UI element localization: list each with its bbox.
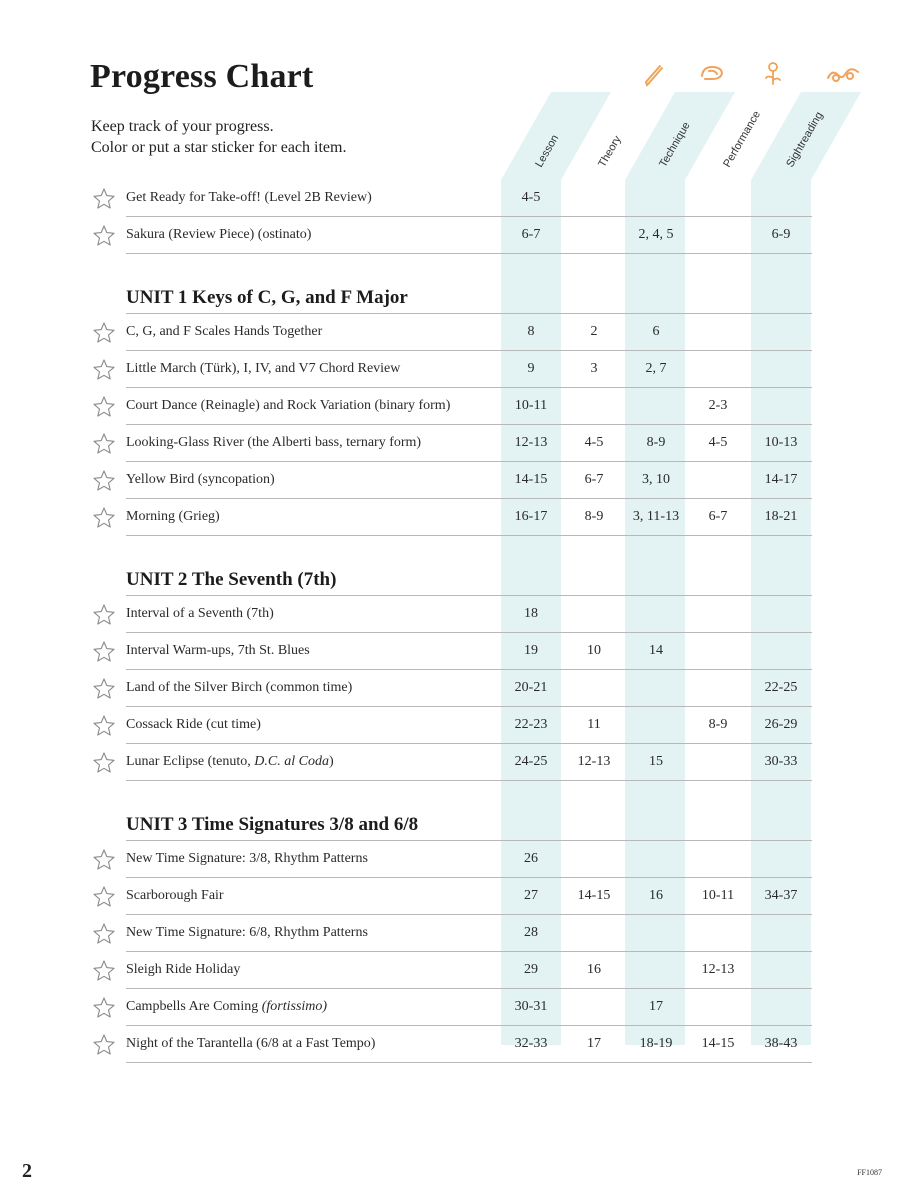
page-cell-theory: 10	[587, 643, 601, 658]
item-name: Court Dance (Reinagle) and Rock Variation (binary form)	[126, 398, 451, 413]
star-icon[interactable]	[92, 751, 116, 775]
star-icon[interactable]	[92, 603, 116, 627]
page-cell-performance	[687, 351, 749, 387]
page-cell-lesson: 20-21	[514, 680, 548, 695]
table-row	[90, 707, 812, 744]
table-row	[90, 217, 812, 254]
page-cell-technique: 6	[652, 324, 660, 339]
item-name: Scarborough Fair	[126, 888, 224, 903]
page-title: Progress Chart	[90, 58, 314, 95]
intro-line-2: Color or put a star sticker for each item.	[91, 139, 347, 156]
page-cell-technique	[625, 952, 687, 988]
star-icon[interactable]	[92, 848, 116, 872]
intro-line-1: Keep track of your progress.	[91, 118, 274, 135]
page-cell-technique: 15	[649, 754, 663, 769]
page-cell-lesson: 4-5	[521, 190, 541, 205]
column-headers	[0, 0, 900, 190]
rule-line	[126, 535, 812, 536]
page-cell-performance: 6-7	[708, 509, 728, 524]
item-name: New Time Signature: 3/8, Rhythm Patterns	[126, 851, 368, 866]
table-row	[90, 596, 812, 633]
star-icon[interactable]	[92, 714, 116, 738]
page-cell-performance	[687, 596, 749, 632]
star-icon[interactable]	[92, 358, 116, 382]
page-cell-technique: 17	[649, 999, 663, 1014]
hand-icon	[697, 58, 727, 88]
page-cell-theory	[563, 388, 625, 424]
item-name: Campbells Are Coming (fortissimo)	[126, 999, 328, 1014]
table-row	[90, 462, 812, 499]
page-cell-technique	[625, 915, 687, 951]
page-cell-technique: 16	[649, 888, 663, 903]
page-cell-theory: 4-5	[584, 435, 604, 450]
page-cell-sightreading: 30-33	[764, 754, 798, 769]
page-cell-lesson: 18	[524, 606, 538, 621]
page-cell-theory	[563, 596, 625, 632]
star-icon[interactable]	[92, 224, 116, 248]
page-cell-theory: 12-13	[577, 754, 611, 769]
table-row	[90, 841, 812, 878]
table-row	[90, 878, 812, 915]
page-cell-theory: 14-15	[577, 888, 611, 903]
star-icon[interactable]	[92, 677, 116, 701]
item-name: Little March (Türk), I, IV, and V7 Chord Review	[126, 361, 401, 376]
page-cell-sightreading: 26-29	[764, 717, 798, 732]
page-cell-performance: 14-15	[701, 1036, 735, 1051]
page-cell-performance: 8-9	[708, 717, 728, 732]
page-cell-theory: 17	[587, 1036, 601, 1051]
table-row	[90, 425, 812, 462]
table-row	[90, 670, 812, 707]
star-icon[interactable]	[92, 959, 116, 983]
page-cell-technique: 2, 7	[645, 361, 667, 376]
page-cell-performance	[687, 314, 749, 350]
page-cell-theory	[563, 217, 625, 253]
page-cell-performance	[687, 915, 749, 951]
page-cell-technique: 3, 10	[642, 472, 670, 487]
page-cell-sightreading	[750, 314, 812, 350]
item-name: Sakura (Review Piece) (ostinato)	[126, 227, 312, 242]
page-cell-technique: 14	[649, 643, 663, 658]
page-cell-sightreading: 14-17	[764, 472, 798, 487]
page-cell-lesson: 32-33	[514, 1036, 548, 1051]
page-cell-performance: 12-13	[701, 962, 735, 977]
item-name: Yellow Bird (syncopation)	[126, 472, 275, 487]
table-row	[90, 314, 812, 351]
page-cell-lesson: 27	[524, 888, 538, 903]
page-cell-lesson: 19	[524, 643, 538, 658]
page-cell-lesson: 6-7	[521, 227, 541, 242]
unit-heading-text: UNIT 3 Time Signatures 3/8 and 6/8	[126, 814, 419, 835]
unit-heading-text: UNIT 1 Keys of C, G, and F Major	[126, 287, 408, 308]
unit-heading	[90, 564, 812, 596]
page-cell-lesson: 16-17	[514, 509, 548, 524]
header-lesson: Lesson	[533, 132, 562, 170]
item-name: Interval of a Seventh (7th)	[126, 606, 274, 621]
rule-line	[126, 253, 812, 254]
page-cell-sightreading: 34-37	[764, 888, 798, 903]
page-cell-performance	[687, 180, 749, 216]
page-cell-sightreading	[750, 633, 812, 669]
star-icon[interactable]	[92, 395, 116, 419]
page-cell-lesson: 10-11	[514, 398, 548, 413]
item-name: Interval Warm-ups, 7th St. Blues	[126, 643, 310, 658]
page-cell-sightreading: 22-25	[764, 680, 798, 695]
table-row	[90, 180, 812, 217]
page-cell-performance	[687, 462, 749, 498]
eyes-icon	[824, 58, 864, 88]
page-cell-sightreading	[750, 388, 812, 424]
header-performance: Performance	[721, 108, 764, 170]
page-cell-sightreading	[750, 351, 812, 387]
star-icon[interactable]	[92, 922, 116, 946]
unit-heading	[90, 809, 812, 841]
page-cell-performance	[687, 989, 749, 1025]
star-icon[interactable]	[92, 187, 116, 211]
rule-line	[126, 1062, 812, 1063]
item-name: Land of the Silver Birch (common time)	[126, 680, 353, 695]
star-icon[interactable]	[92, 1033, 116, 1057]
page-cell-sightreading	[750, 989, 812, 1025]
page-cell-theory: 16	[587, 962, 601, 977]
page-cell-lesson: 9	[527, 361, 535, 376]
table-row	[90, 952, 812, 989]
page-cell-theory: 3	[590, 361, 598, 376]
page-cell-lesson: 8	[527, 324, 535, 339]
star-icon[interactable]	[92, 640, 116, 664]
star-icon[interactable]	[92, 432, 116, 456]
catalog-code: FF1087	[857, 1168, 882, 1177]
page-cell-performance	[687, 744, 749, 780]
header-theory: Theory	[596, 133, 624, 170]
item-name: Night of the Tarantella (6/8 at a Fast Tempo)	[126, 1036, 376, 1051]
page-cell-technique: 8-9	[646, 435, 666, 450]
page-cell-lesson: 29	[524, 962, 538, 977]
flower-icon	[758, 58, 788, 88]
page-cell-lesson: 28	[524, 925, 538, 940]
page-cell-performance: 10-11	[701, 888, 735, 903]
page-cell-sightreading: 18-21	[764, 509, 798, 524]
item-name: New Time Signature: 6/8, Rhythm Patterns	[126, 925, 368, 940]
page-cell-theory	[563, 989, 625, 1025]
page-number: 2	[22, 1160, 32, 1182]
item-name: Get Ready for Take-off! (Level 2B Review)	[126, 190, 372, 205]
page-cell-technique	[625, 596, 687, 632]
table-row	[90, 351, 812, 388]
page-cell-performance: 2-3	[708, 398, 728, 413]
rule-line	[126, 780, 812, 781]
page-cell-theory	[563, 180, 625, 216]
item-name: C, G, and F Scales Hands Together	[126, 324, 323, 339]
page-cell-sightreading	[750, 952, 812, 988]
page-cell-technique	[625, 707, 687, 743]
page-cell-theory: 8-9	[584, 509, 604, 524]
page-cell-technique: 3, 11-13	[632, 509, 680, 524]
page-cell-sightreading	[750, 180, 812, 216]
page-cell-theory: 2	[590, 324, 598, 339]
page-cell-theory: 11	[587, 717, 601, 732]
page-cell-sightreading	[750, 915, 812, 951]
page-cell-technique: 18-19	[639, 1036, 673, 1051]
page-cell-performance	[687, 841, 749, 877]
pencil-icon	[638, 58, 668, 88]
page-cell-lesson: 30-31	[514, 999, 548, 1014]
page-cell-technique	[625, 841, 687, 877]
header-technique: Technique	[657, 120, 693, 170]
page-cell-performance	[687, 633, 749, 669]
item-name: Lunar Eclipse (tenuto, D.C. al Coda)	[126, 754, 334, 769]
table-row	[90, 1026, 812, 1063]
page-cell-performance: 4-5	[708, 435, 728, 450]
page-cell-theory: 6-7	[584, 472, 604, 487]
star-icon[interactable]	[92, 321, 116, 345]
header-sightreading: Sightreading	[784, 109, 826, 170]
star-icon[interactable]	[92, 506, 116, 530]
item-name: Sleigh Ride Holiday	[126, 962, 241, 977]
page-cell-lesson: 12-13	[514, 435, 548, 450]
unit-heading-text: UNIT 2 The Seventh (7th)	[126, 569, 337, 590]
page-cell-theory	[563, 841, 625, 877]
page-cell-theory	[563, 915, 625, 951]
page-cell-technique	[625, 670, 687, 706]
page-cell-lesson: 14-15	[514, 472, 548, 487]
page-cell-theory	[563, 670, 625, 706]
table-row	[90, 915, 812, 952]
item-name: Morning (Grieg)	[126, 509, 220, 524]
page-cell-lesson: 24-25	[514, 754, 548, 769]
unit-heading	[90, 282, 812, 314]
page-cell-performance	[687, 670, 749, 706]
table-row	[90, 633, 812, 670]
star-icon[interactable]	[92, 996, 116, 1020]
page-cell-technique	[625, 388, 687, 424]
page-cell-sightreading: 38-43	[764, 1036, 798, 1051]
table-row	[90, 744, 812, 781]
table-row	[90, 989, 812, 1026]
table-row	[90, 499, 812, 536]
table-row	[90, 388, 812, 425]
page-cell-lesson: 22-23	[514, 717, 548, 732]
star-icon[interactable]	[92, 885, 116, 909]
page-cell-performance	[687, 217, 749, 253]
star-icon[interactable]	[92, 469, 116, 493]
page-cell-technique: 2, 4, 5	[638, 227, 674, 242]
page-cell-sightreading: 6-9	[771, 227, 791, 242]
page-cell-lesson: 26	[524, 851, 538, 866]
page-cell-sightreading	[750, 841, 812, 877]
page-cell-sightreading: 10-13	[764, 435, 798, 450]
page-cell-sightreading	[750, 596, 812, 632]
page-cell-technique	[625, 180, 687, 216]
item-name: Looking-Glass River (the Alberti bass, ternary form)	[126, 435, 422, 450]
item-name: Cossack Ride (cut time)	[126, 717, 261, 732]
